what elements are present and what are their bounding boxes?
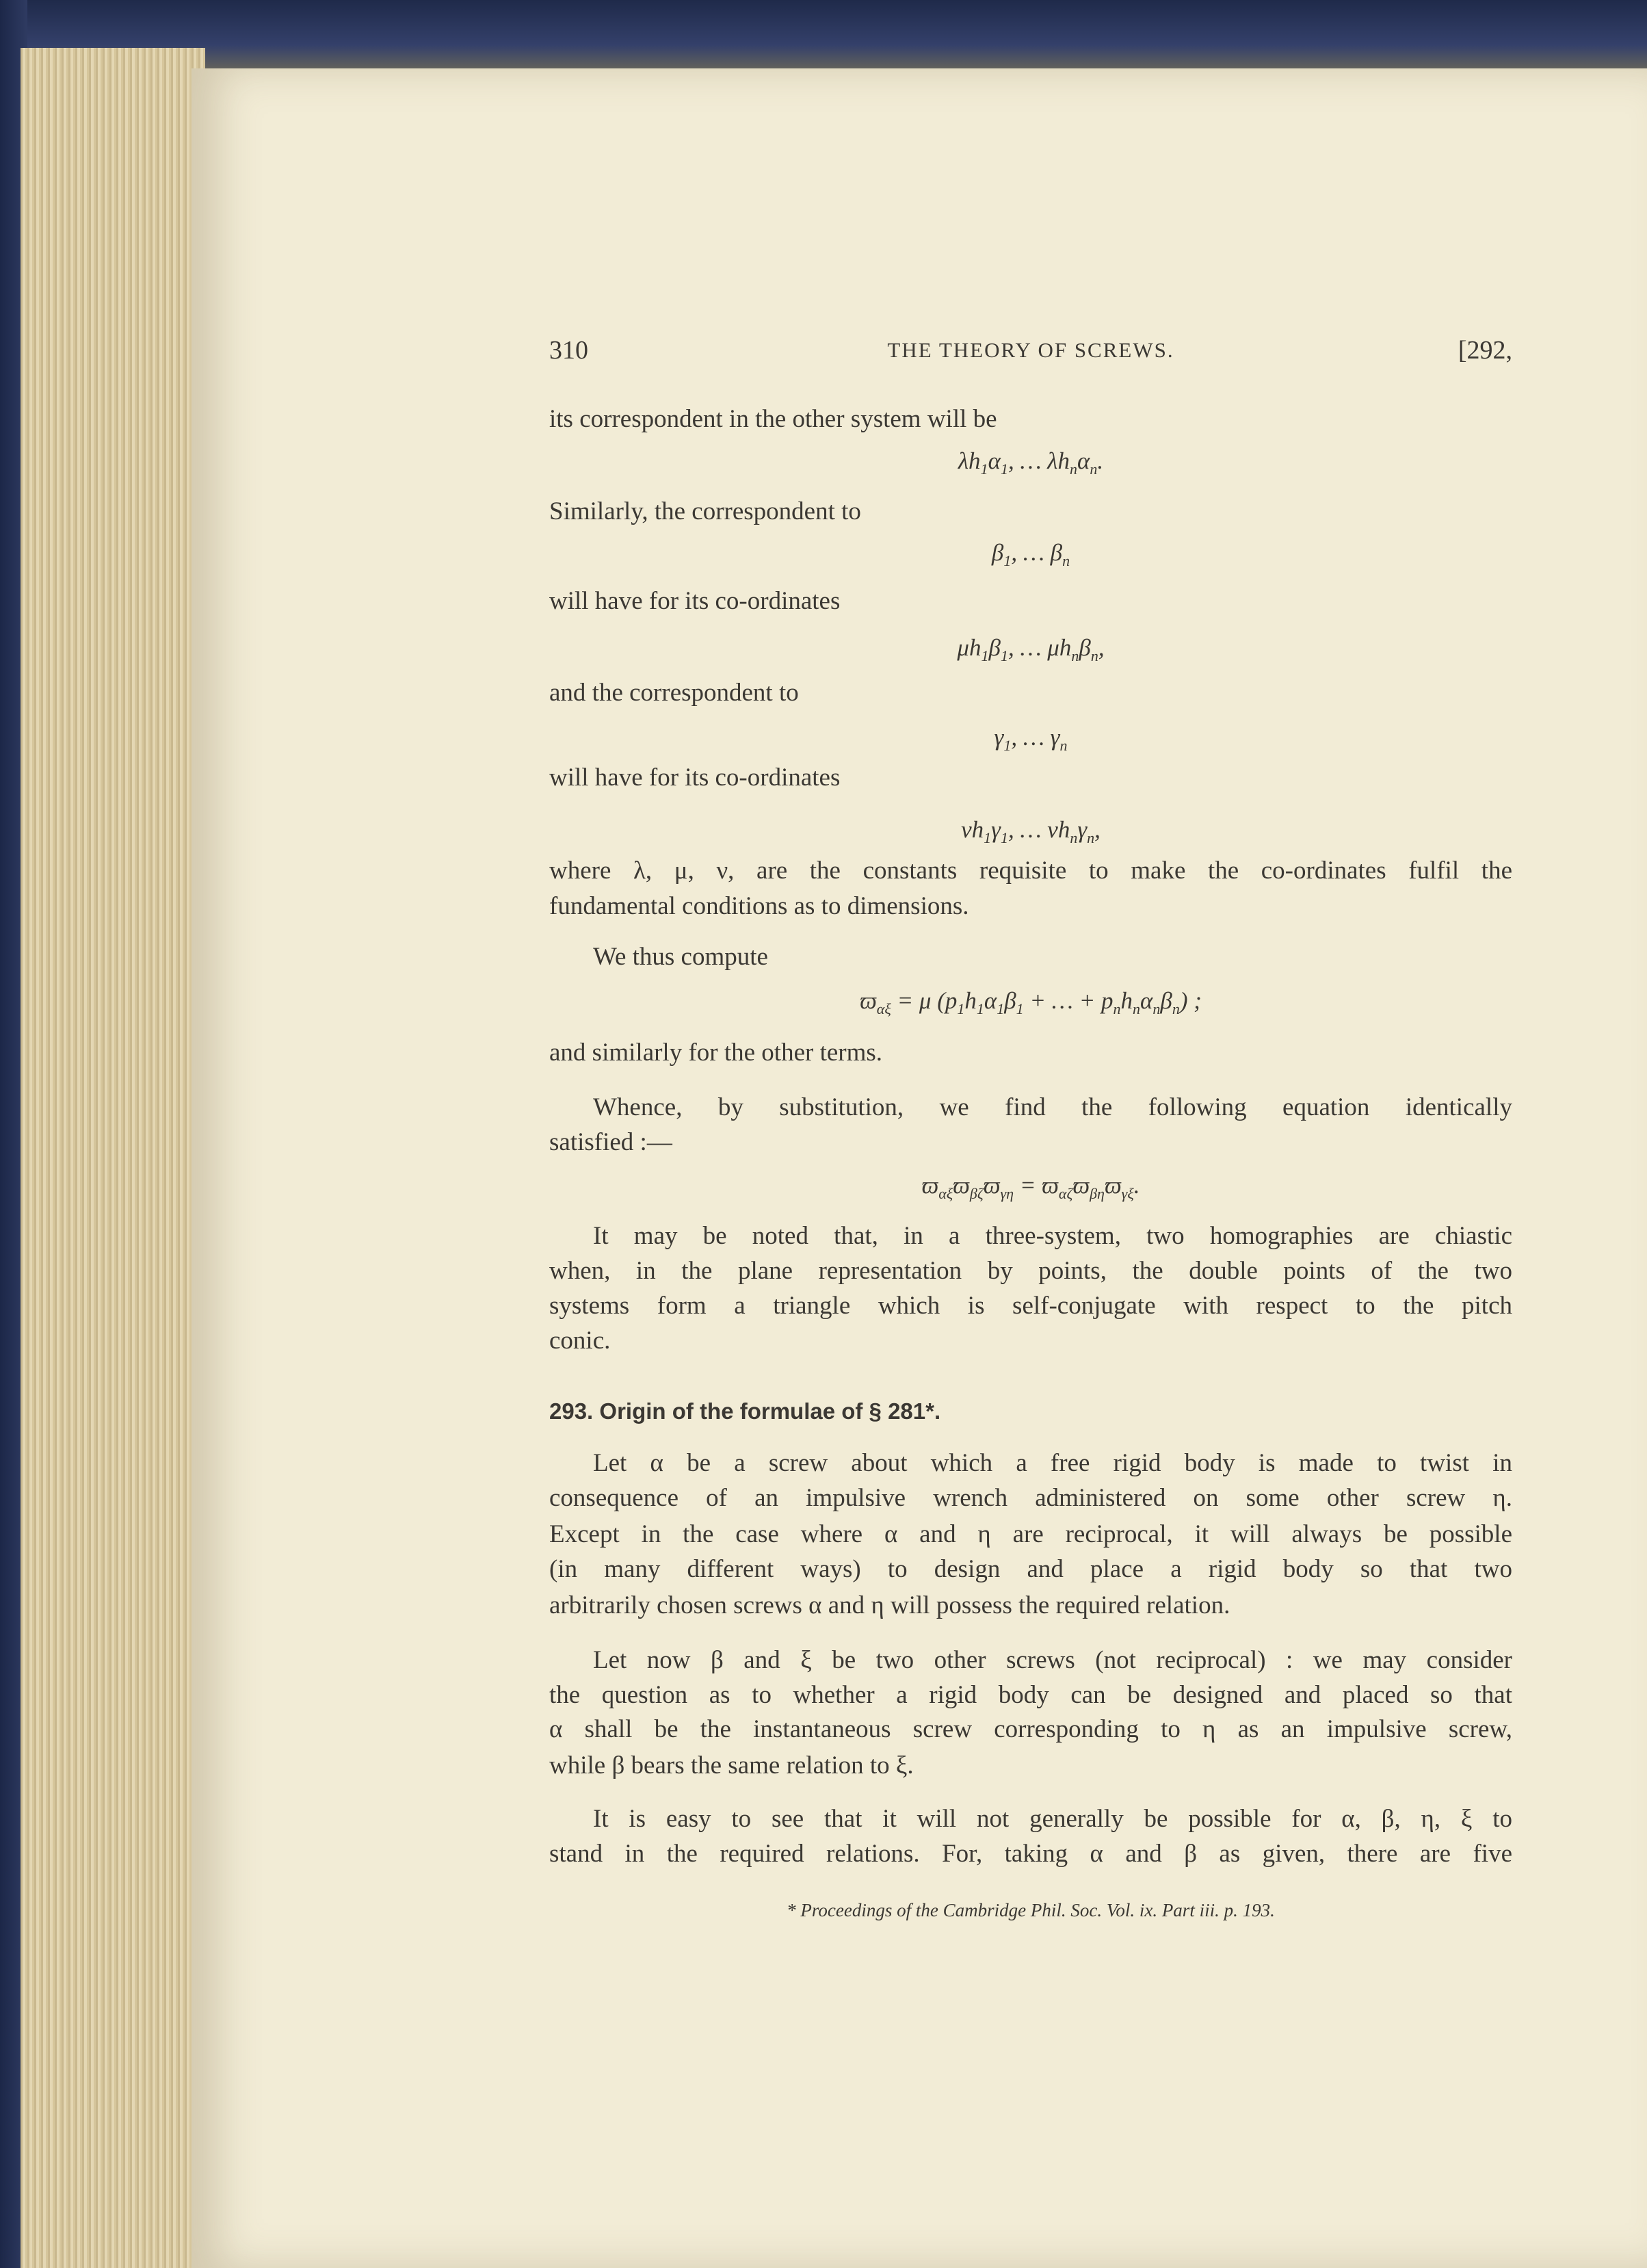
text-line: (in many different ways) to design and place a rigid body so that two <box>549 1555 1512 1583</box>
equation-subscript: 1 <box>984 829 992 846</box>
equation-subscript: 1 <box>1000 647 1008 664</box>
page-edges <box>21 48 205 2268</box>
equation-subscript: n <box>1090 460 1098 478</box>
page-number: 310 <box>549 336 588 365</box>
equation-subscript: αξ <box>938 1185 953 1202</box>
equation-term: , … νh <box>1007 816 1070 843</box>
equation-term: + … + p <box>1023 987 1114 1014</box>
text-line: will have for its co-ordinates <box>549 764 841 792</box>
equation-term: μh <box>957 634 981 661</box>
equation-term: h <box>964 987 977 1014</box>
text-line: stand in the required relations. For, taking α and β as given, there are five <box>549 1840 1512 1868</box>
equation-subscript: 1 <box>981 647 989 664</box>
text-line: arbitrarily chosen screws α and η will possess the required relation. <box>549 1591 1230 1619</box>
equation-subscript: 1 <box>1016 1000 1024 1017</box>
equation-term: , … λh <box>1007 447 1070 474</box>
text-line: satisfied :— <box>549 1128 672 1156</box>
equation-subscript: 1 <box>997 1000 1005 1017</box>
equation-term: ϖ <box>983 1172 1001 1199</box>
equation-subscript: 1 <box>1000 829 1008 846</box>
equation-term: . <box>1097 447 1104 474</box>
footnote: * Proceedings of the Cambridge Phil. Soc. Vol. ix. Part iii. p. 193. <box>787 1900 1275 1920</box>
equation-term: . <box>1133 1172 1140 1199</box>
text-line: Let now β and ξ be two other screws (not reciprocal) : we may consider <box>593 1646 1512 1674</box>
equation-subscript: n <box>1172 1000 1180 1017</box>
equation-term: νh <box>961 816 984 843</box>
text-line: Whence, by substitution, we find the following equation identically <box>593 1093 1512 1121</box>
equation-subscript: n <box>1071 647 1079 664</box>
equation-subscript: n <box>1070 829 1078 846</box>
text-line: Let α be a screw about which a free rigid body is made to twist in <box>593 1449 1512 1477</box>
text-line: where λ, μ, ν, are the constants requisite to make the co-ordinates fulfil the <box>549 857 1512 885</box>
equation-term: β <box>1004 987 1016 1014</box>
equation-term: ϖ <box>921 1172 939 1199</box>
equation-subscript: αξ <box>876 1000 891 1017</box>
text-line: fundamental conditions as to dimensions. <box>549 892 969 920</box>
equation-term: β <box>1160 987 1172 1014</box>
text-line: It may be noted that, in a three-system, two homographies are chiastic <box>593 1222 1512 1250</box>
text-line: α shall be the instantaneous screw corresponding to η as an impulsive screw, <box>549 1715 1512 1743</box>
equation-subscript: γξ <box>1121 1185 1134 1202</box>
section-reference: [292, <box>1458 336 1512 365</box>
book-page <box>192 68 1647 2268</box>
equation-term: ϖ <box>1104 1172 1122 1199</box>
equation-subscript: n <box>1087 829 1095 846</box>
text-line: systems form a triangle which is self-conjugate with respect to the pitch <box>549 1292 1512 1320</box>
text-line: Except in the case where α and η are reciprocal, it will always be possible <box>549 1520 1512 1548</box>
equation-term: = μ (p <box>891 987 958 1014</box>
equation <box>549 446 1512 484</box>
running-title: THE THEORY OF SCREWS. <box>887 338 1174 362</box>
text-line: when, in the plane representation by points, the double points of the two <box>549 1257 1512 1285</box>
equation-subscript: n <box>1059 737 1068 754</box>
equation-subscript: 1 <box>980 460 988 478</box>
text-line: Similarly, the correspondent to <box>549 497 861 525</box>
text-line: consequence of an impulsive wrench administered on some other screw η. <box>549 1484 1512 1512</box>
section-heading: 293. Origin of the formulae of § 281*. <box>549 1398 941 1424</box>
text-line: conic. <box>549 1327 611 1355</box>
equation-term: ) ; <box>1179 987 1202 1014</box>
equation <box>549 815 1512 853</box>
equation-subscript: n <box>1152 1000 1161 1017</box>
equation-subscript: 1 <box>1000 460 1008 478</box>
equation-term: , … γ <box>1011 724 1060 751</box>
equation-subscript: 1 <box>1003 737 1012 754</box>
equation-term: , … μh <box>1007 634 1072 661</box>
equation <box>549 722 1512 761</box>
equation-term: h <box>1120 987 1133 1014</box>
equation-subscript: 1 <box>976 1000 984 1017</box>
equation-term: ϖ <box>860 987 877 1014</box>
equation-subscript: 1 <box>1003 552 1012 569</box>
equation <box>549 1171 1512 1209</box>
text-line: We thus compute <box>593 943 768 971</box>
equation-term: α <box>1077 447 1090 474</box>
equation-subscript: γη <box>1000 1185 1014 1202</box>
equation-term: γ <box>991 816 1001 843</box>
equation-term: λh <box>958 447 981 474</box>
equation-term: β <box>1079 634 1091 661</box>
equation-subscript: αζ <box>1058 1185 1073 1202</box>
equation-subscript: 1 <box>957 1000 965 1017</box>
equation-term: β <box>988 634 1001 661</box>
equation-term: γ <box>1077 816 1088 843</box>
equation <box>549 633 1512 671</box>
equation <box>549 986 1512 1024</box>
equation-subscript: βζ <box>969 1185 984 1202</box>
equation <box>549 538 1512 576</box>
equation-term: , … β <box>1011 539 1063 566</box>
text-line: and similarly for the other terms. <box>549 1039 883 1067</box>
equation-term: α <box>984 987 997 1014</box>
equation-term: α <box>1140 987 1153 1014</box>
equation-subscript: n <box>1090 647 1098 664</box>
text-line: its correspondent in the other system will be <box>549 405 997 433</box>
text-line: and the correspondent to <box>549 679 799 707</box>
equation-term: β <box>991 539 1004 566</box>
equation-term: = ϖ <box>1014 1172 1059 1199</box>
equation-term: α <box>988 447 1001 474</box>
equation-term: , <box>1098 634 1105 661</box>
text-line: while β bears the same relation to ξ. <box>549 1751 914 1780</box>
equation-subscript: n <box>1133 1000 1141 1017</box>
equation-term: , <box>1094 816 1101 843</box>
equation-subscript: n <box>1113 1000 1121 1017</box>
equation-term: γ <box>994 724 1004 751</box>
equation-term: ϖ <box>953 1172 970 1199</box>
text-line: It is easy to see that it will not generally be possible for α, β, η, ξ to <box>593 1805 1512 1833</box>
equation-subscript: n <box>1062 552 1070 569</box>
text-line: the question as to whether a rigid body can be designed and placed so that <box>549 1681 1512 1709</box>
text-line: will have for its co-ordinates <box>549 587 841 615</box>
book-cover-top <box>0 0 1647 75</box>
equation-subscript: n <box>1069 460 1077 478</box>
equation-subscript: βη <box>1090 1185 1105 1202</box>
equation-term: ϖ <box>1072 1172 1090 1199</box>
